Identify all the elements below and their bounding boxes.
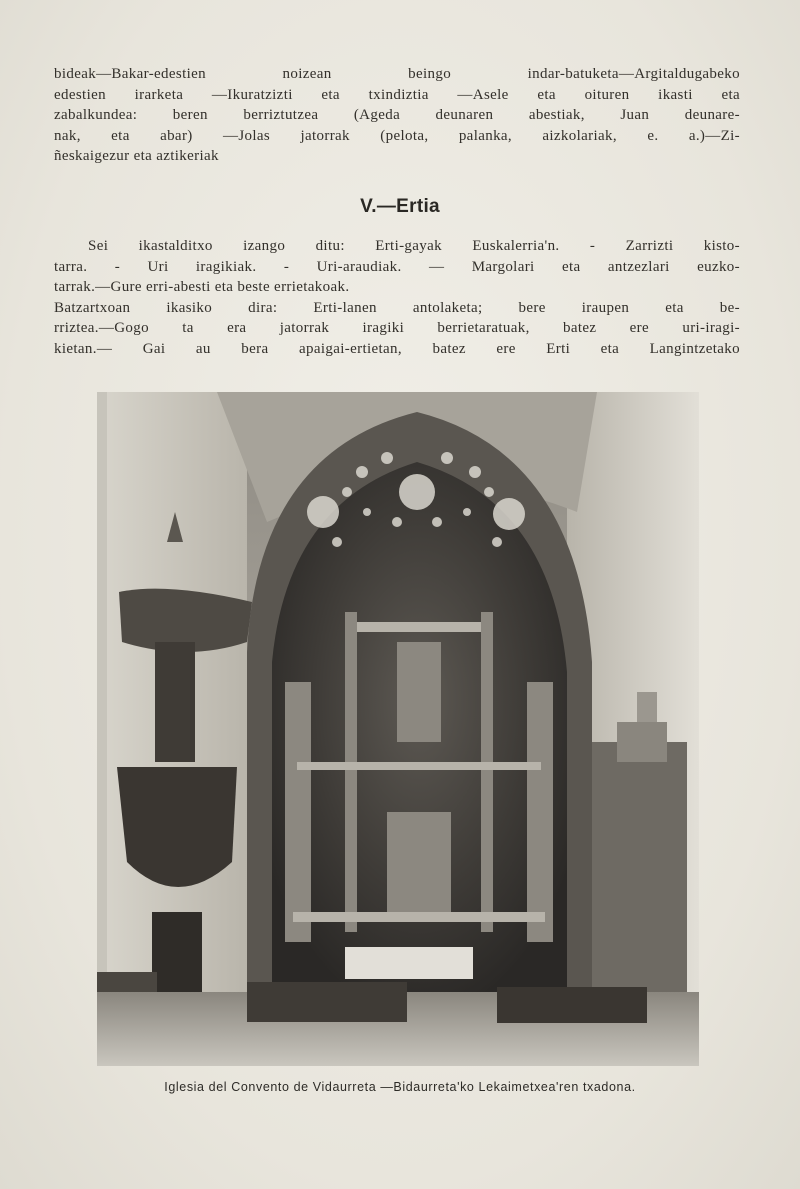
text-line: tarra. - Uri iragikiak. - Uri-araudiak. — Margolari eta antzezlari euzko- (54, 258, 740, 275)
text-line: Sei ikastalditxo izango ditu: Erti-gayak Euskalerria'n. - Zarrizti kisto- (88, 238, 740, 254)
text-line: Batzartxoan ikasiko dira: Erti-lanen antolaketa; bere iraupen eta be- (54, 299, 740, 316)
text-line: edestien irarketa —Ikuratzizti eta txindiztia —Asele eta oituren ikasti eta (54, 86, 740, 103)
text-line: bideak—Bakar-edestien noizean beingo indar-batuketa—Argitaldugabeko (54, 66, 740, 82)
text-line: kietan.— Gai au bera apaigai-ertietan, batez ere Erti eta Langintzetako (54, 340, 740, 357)
text-line: nak, eta abar) —Jolas jatorrak (pelota, palanka, aizkolariak, e. a.)—Zi- (54, 127, 740, 144)
text-line: zabalkundea: beren berriztutzea (Ageda deunaren abestiak, Juan deunare- (54, 107, 740, 123)
intro-paragraph (54, 64, 740, 167)
church-altarpiece-photo (97, 392, 699, 1066)
section-body (54, 236, 740, 359)
text-line: tarrak.—Gure erri-abesti eta beste errietakoak. (54, 279, 350, 295)
section-heading: V.—Ertia (360, 196, 440, 217)
text-line: ñeskaigezur eta aztikeriak (54, 148, 219, 164)
photo-caption: Iglesia del Convento de Vidaurreta —Bidaurreta'ko Lekaimetxea'ren txadona. (164, 1080, 636, 1094)
text-line: rriztea.—Gogo ta era jatorrak iragiki berrietaratuak, batez ere uri-iragi- (54, 320, 740, 336)
